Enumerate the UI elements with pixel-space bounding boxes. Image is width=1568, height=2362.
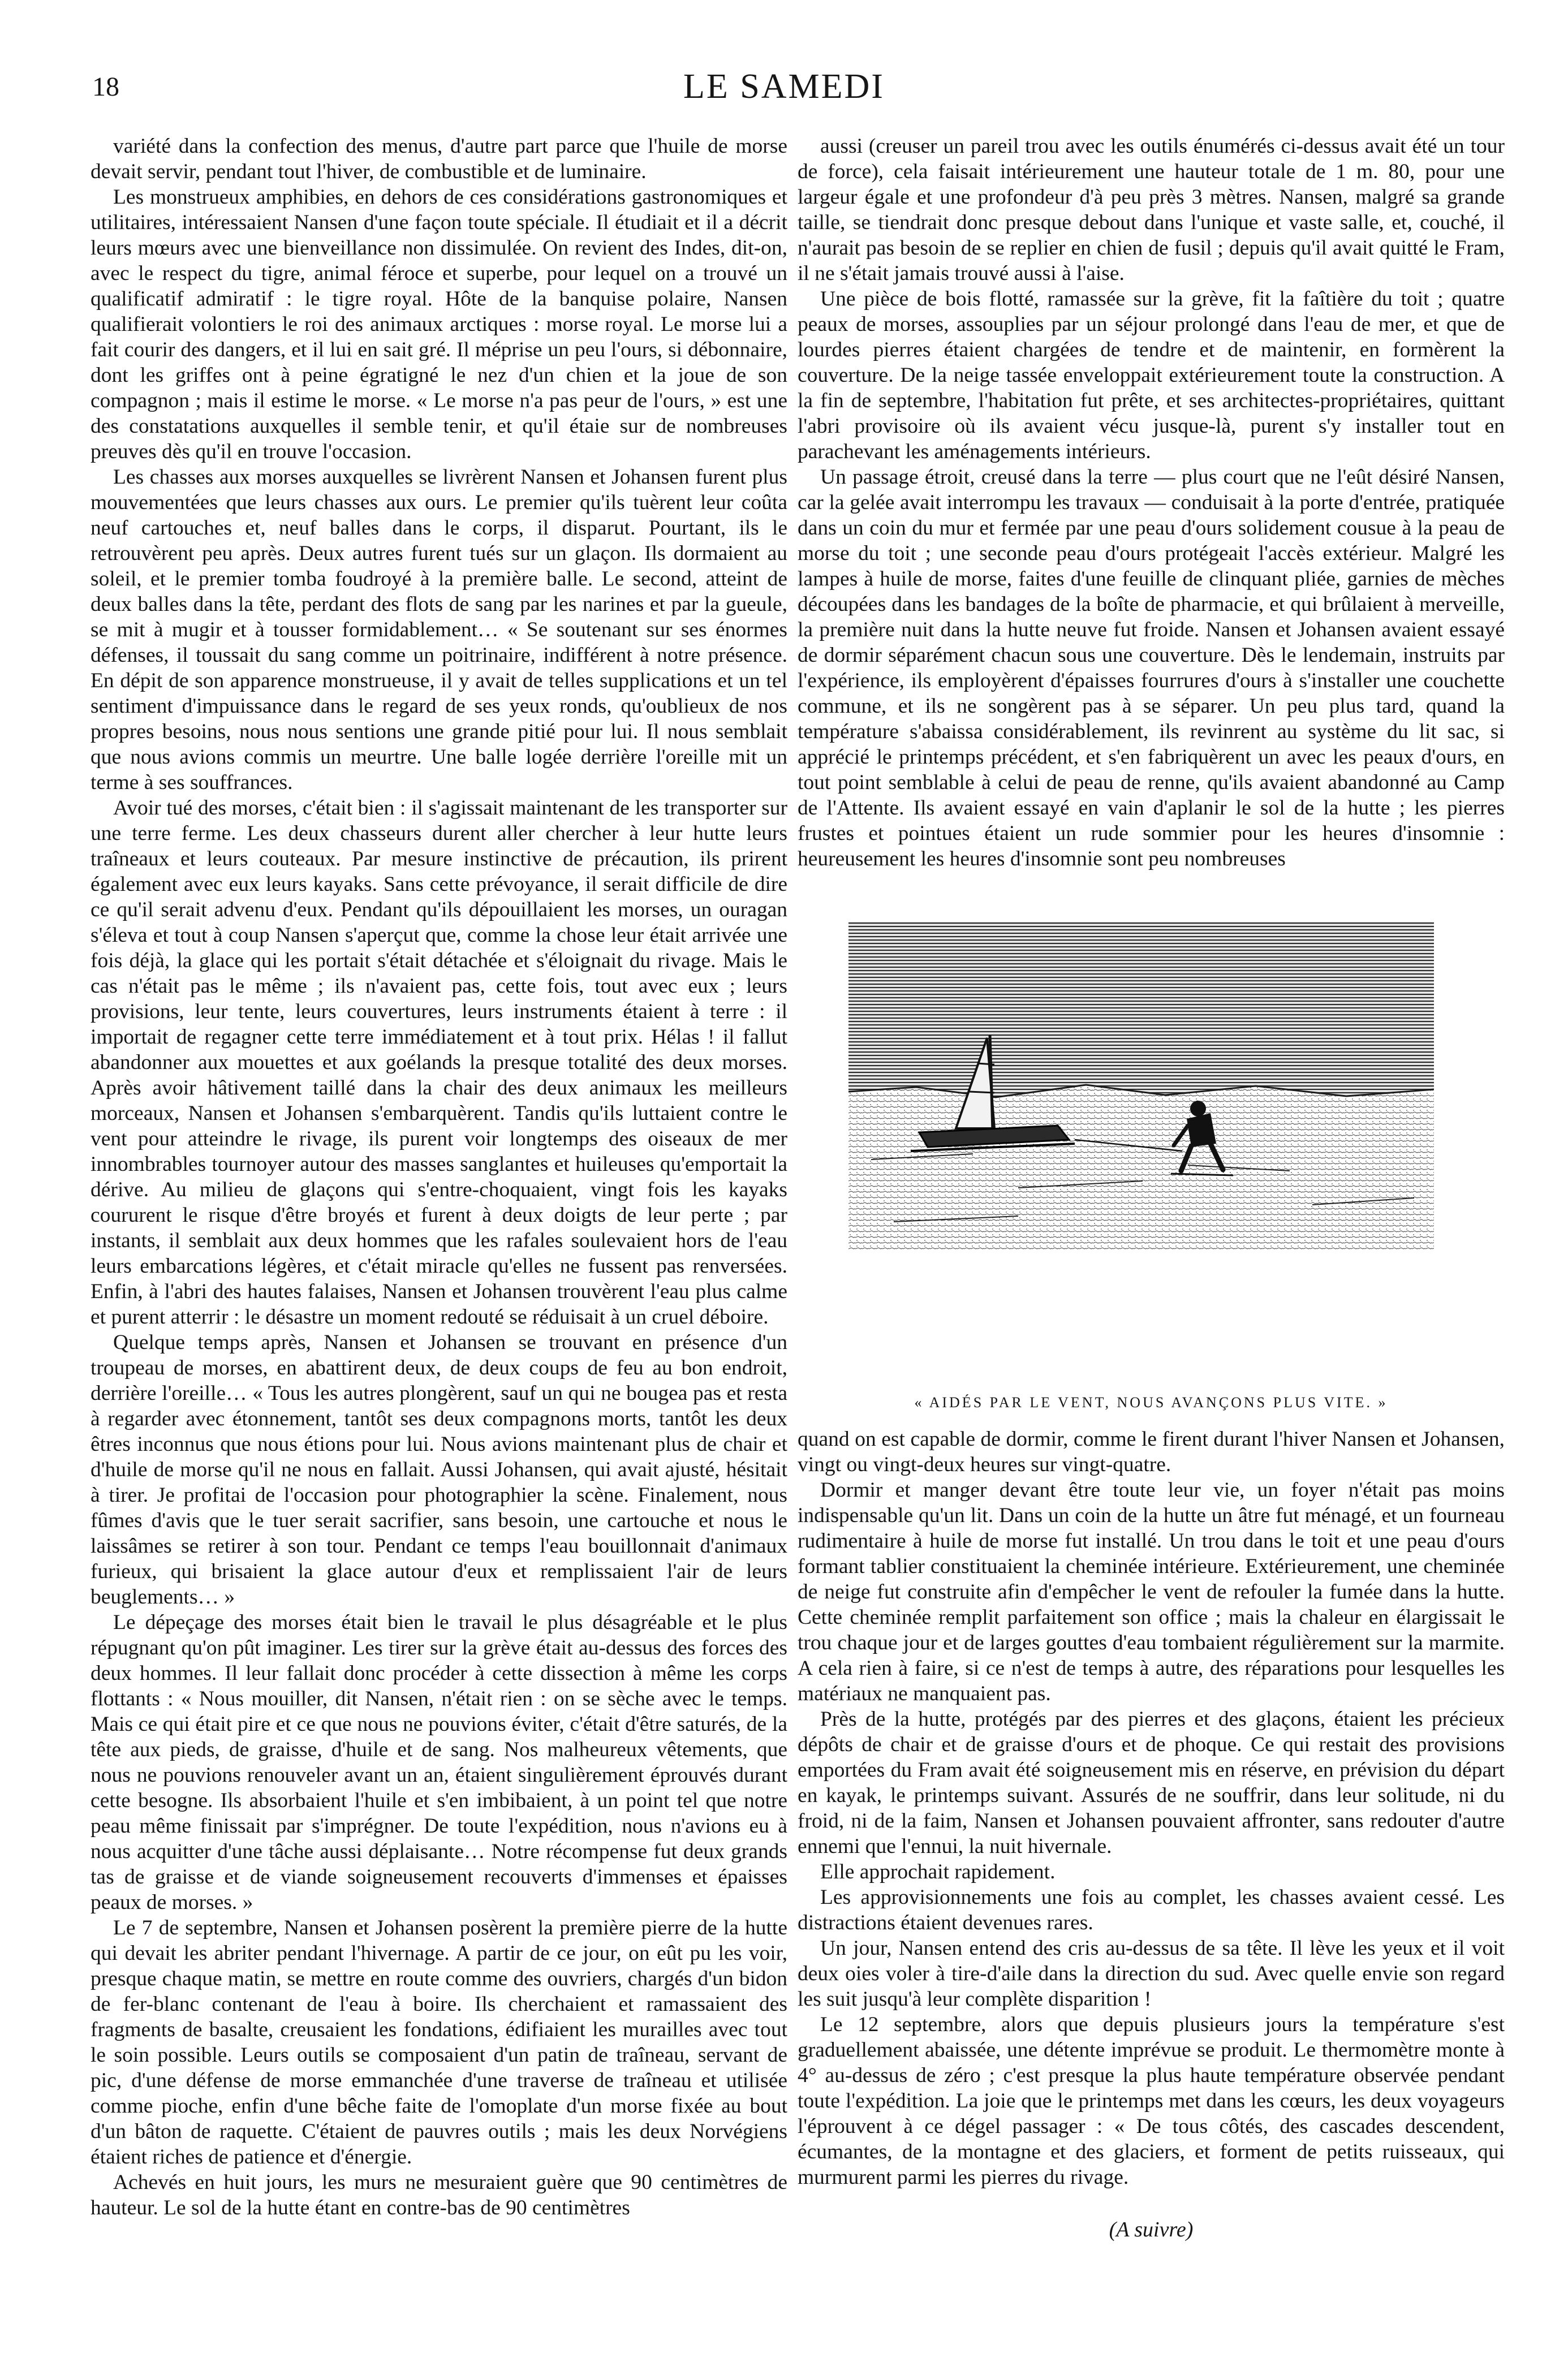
page-number: 18 [92,72,119,102]
paragraph: Une pièce de bois flotté, ramassée sur la grève, fit la faîtière du toit ; quatre peaux de morses, assouplies par un séjour prolongé dans l'eau de mer, et que de lourdes pierres étaient chargées de tendre et de maintenir, en formèrent la couverture. De la neige tassée enveloppait extérieurement toute la construction. A la fin de septembre, l'habitation fut prête, et ses architectes-propriétaires, quittant l'abri provisoire où ils avaient vécu jusque-là, purent s'y installer tout en parachevant les aménagements intérieurs. [798,287,1505,463]
paragraph: Elle approchait rapidement. [820,1860,1056,1883]
paragraph: Un jour, Nansen entend des cris au-dessus de sa tête. Il lève les yeux et il voit deux oies voler à tire-d'aile dans la direction du sud. Avec quelle envie son regard les suit jusqu'à leur complète disparition ! [798,1937,1505,2011]
paragraph: quand on est capable de dormir, comme le firent durant l'hiver Nansen et Johansen, vingt ou vingt-deux heures sur vingt-quatre. [798,1428,1505,1476]
paragraph: Achevés en huit jours, les murs ne mesuraient guère que 90 centimètres de hauteur. Le sol de la hutte étant en contre-bas de 90 centimètres [91,2171,787,2219]
sledge-sail-engraving [848,922,1434,1250]
illustration-caption: « AIDÉS PAR LE VENT, NOUS AVANÇONS PLUS VITE. » [914,1394,1388,1411]
engraving-illustration [848,922,1434,1250]
paragraph: variété dans la confection des menus, d'autre part parce que l'huile de morse devait servir, pendant tout l'hiver, de combustible et de luminaire. [91,135,787,183]
paragraph: Quelque temps après, Nansen et Johansen se trouvant en présence d'un troupeau de morses, en abattirent deux, de deux coups de feu au bon endroit, derrière l'oreille… « Tous les autres plongèrent, sauf un qui ne bougea pas et resta à regarder avec étonnement, tantôt ses deux compagnons morts, tantôt les deux êtres inconnus que nous étions pour lui. Nous avions maintenant plus de chair et d'huile de morse qu'il ne nous en fallait. Aussi Johansen, qui avait ajusté, hésitait à tirer. Je profitai de l'occasion pour photographier la scène. Finalement, nous fûmes d'avis que le tuer serait sacrifier, sans besoin, une cartouche et nous le laissâmes se retirer à son tour. Pendant ce temps l'eau bouillonnait d'animaux furieux, qui brisaient la glace autour d'eux et remplissaient l'air de leurs beuglements… » [91,1331,787,1609]
left-column [91,133,787,2243]
paragraph: Avoir tué des morses, c'était bien : il s'agissait maintenant de les transporter sur une terre ferme. Les deux chasseurs durent aller chercher à leur hutte leurs traîneaux et leurs couteaux. Par mesure instinctive de précaution, ils prirent également avec eux leurs kayaks. Sans cette prévoyance, il serait difficile de dire ce qu'il serait advenu d'eux. Pendant qu'ils dépouillaient les morses, un ouragan s'éleva et tout à coup Nansen s'aperçut que, comme la chose leur était arrivée une fois déjà, la glace qui les portait s'était détachée et s'éloignait du rivage. Mais le cas n'était pas le même ; ils n'avaient pas, cette fois, tout avec eux ; leurs provisions, leur tente, leurs couvertures, leurs instruments étaient à terre : il importait de regagner cette terre immédiatement et à tout prix. Hélas ! il fallut abandonner aux mouettes et aux goélands la presque totalité des deux morses. Après avoir hâtivement taillé dans la chair des deux animaux les meilleurs morceaux, Nansen et Johansen s'embarquèrent. Tandis qu'ils luttaient contre le vent pour atteindre le rivage, ils purent voir longtemps des oiseaux de mer innombrables tournoyer autour des masses sanglantes et huileuses qu'emportait la dérive. Au milieu de glaçons qui s'entre-choquaient, vingt fois les kayaks coururent le risque d'être broyés et furent à deux doigts de leur perte ; par instants, il semblait aux deux hommes que les rafales soulevaient hors de l'eau leurs embarcations légères, et c'était miracle qu'elles ne fussent pas renversées. Enfin, à l'abri des hautes falaises, Nansen et Johansen trouvèrent l'eau plus calme et purent atterrir : le désastre un moment redouté se réduisait à un cruel déboire. [91,796,787,1329]
running-title: LE SAMEDI [683,67,885,106]
paragraph: Dormir et manger devant être toute leur vie, un foyer n'était pas moins indispensable qu'un lit. Dans un coin de la hutte un âtre fut ménagé, et un fourneau rudimentaire à huile de morse fut installé. Un trou dans le toit et une peau d'ours formant tablier constituaient la cheminée intérieure. Extérieurement, une cheminée de neige fut construite afin d'empêcher le vent de refouler la fumée dans la hutte. Cette cheminée remplit parfaitement son office ; mais la chaleur en élargissait le trou chaque jour et de larges gouttes d'eau tombaient régulièrement sur la marmite. A cela rien à faire, si ce n'est de temps à autre, des réparations pour lesquelles les matériaux ne manquaient pas. [798,1479,1505,1705]
paragraph: Les approvisionnements une fois au complet, les chasses avaient cessé. Les distractions étaient devenues rares. [798,1886,1505,1934]
paragraph: Près de la hutte, protégés par des pierres et des glaçons, étaient les précieux dépôts de chair et de graisse d'ours et de phoque. Ce qui restait des provisions emportées du Fram avait été soigneusement mis en réserve, en prévision du départ en kayak, le printemps suivant. Assurés de ne souffrir, dans leur solitude, ni du froid, ni de la faim, Nansen et Johansen pouvaient affronter, sans redouter d'autre ennemi que l'ennui, la nuit hivernale. [798,1708,1505,1858]
stormy-sky [848,922,1434,1109]
paragraph: Le 7 de septembre, Nansen et Johansen posèrent la première pierre de la hutte qui devait les abriter pendant l'hivernage. A partir de ce jour, on eût pu les voir, presque chaque matin, se mettre en route comme des ouvriers, chargés d'un bidon de fer-blanc contenant de l'eau à boire. Ils cherchaient et ramassaient des fragments de basalte, creusaient les fondations, édifiaient les murailles avec tout le soin possible. Leurs outils se composaient d'un patin de traîneau, servant de pic, d'une défense de morse emmanchée d'une traverse de traîneau et utilisée comme pioche, enfin d'une bêche faite de l'omoplate d'un morse fixée au bout d'un bâton de raquette. C'étaient de pauvres outils ; mais les deux Norvégiens étaient riches de patience et d'énergie. [91,1916,787,2169]
paragraph: aussi (creuser un pareil trou avec les outils énumérés ci-dessus avait été un tour de force), cela faisait intérieurement une hauteur totale de 1 m. 80, pour une largeur égale et une profondeur d'à peu près 3 mètres. Nansen, malgré sa grande taille, se tiendrait donc presque debout dans l'unique et vaste salle, et, couché, il n'aurait pas besoin de se replier en chien de fusil ; depuis qu'il avait quitté le Fram, il ne s'était jamais trouvé aussi à l'aise. [798,135,1505,285]
right-column-bottom [798,1426,1505,2218]
paragraph: Les monstrueux amphibies, en dehors de ces considérations gastronomiques et utilitaires, intéressaient Nansen d'une façon toute spéciale. Il étudiait et il a décrit leurs mœurs avec une bienveillance non dissimulée. On revient des Indes, dit-on, avec le respect du tigre, animal féroce et superbe, pour lequel on a trouvé un qualificatif admiratif : le tigre royal. Hôte de la banquise polaire, Nansen qualifierait volontiers le roi des animaux arctiques : morse royal. Le morse lui a fait courir des dangers, et il lui en sait gré. Il méprise un peu l'ours, si débonnaire, dont les griffes ont à peine égratigné le nez d'un chien et la joue de son compagnon ; mais il estime le morse. « Le morse n'a pas peur de l'ours, » est une des constatations auxquelles il semble tenir, et qu'il étaie sur de nombreuses preuves dès qu'il en trouve l'occasion. [91,186,787,463]
paragraph: Les chasses aux morses auxquelles se livrèrent Nansen et Johansen furent plus mouvementées que leurs chasses aux ours. Le premier qu'ils tuèrent leur coûta neuf cartouches et, neuf balles dans le corps, il disparut. Pourtant, ils le retrouvèrent peu après. Deux autres furent tués sur un glaçon. Ils dormaient au soleil, et le premier tomba foudroyé à la première balle. Le second, atteint de deux balles dans la tête, perdant des flots de sang par les narines et par la gueule, se mit à mugir et à tousser formidablement… « Se soutenant sur ses énormes défenses, il toussait du sang comme un poitrinaire, indifférent à notre présence. En dépit de son apparence monstrueuse, il y avait de telles supplications et un tel sentiment d'impuissance dans le regard de ses yeux ronds, qu'oublieux de nos propres besoins, nous nous sentions une grande pitié pour lui. Il nous semblait que nous avions commis un meurtre. Une balle logée derrière l'oreille mit un terme à ses souffrances. [91,465,787,794]
ice-field [848,1085,1434,1250]
paragraph: Un passage étroit, creusé dans la terre — plus court que ne l'eût désiré Nansen, car la gelée avait interrompu les travaux — conduisait à la porte d'entrée, pratiquée dans un coin du mur et fermée par une peau d'ours solidement cousue à la peau de morse du toit ; une seconde peau d'ours protégeait l'accès extérieur. Malgré les lampes à huile de morse, faites d'une feuille de clinquant pliée, garnies de mèches découpées dans les bandages de la boîte de pharmacie, et qui brûlaient à merveille, la première nuit dans la hutte neuve fut froide. Nansen et Johansen avaient essayé de dormir séparément chacun sous une couverture. Dès le lendemain, instruits par l'expérience, ils employèrent d'épaisses fourrures d'ours à s'installer une couchette commune, et ils ne songèrent pas à se séparer. Un peu plus tard, quand la température s'abaissa considérablement, ils revinrent au système du lit sac, si apprécié le printemps précédent, et s'en fabriquèrent un avec les peaux d'ours, en tout point semblable à celui de peau de renne, qu'ils avaient abandonné au Camp de l'Attente. Ils avaient essayé en vain d'aplanir le sol de la hutte ; les pierres frustes et pointues étaient un rude sommier pour les heures d'insomnie : heureusement les heures d'insomnie sont peu nombreuses [798,465,1505,870]
to-be-continued: (A suivre) [1109,2218,1194,2242]
paragraph: Le 12 septembre, alors que depuis plusieurs jours la température s'est graduellement abaissée, une détente imprévue se produit. Le thermomètre monte à 4° au-dessus de zéro ; c'est presque la plus haute température observée pendant toute l'expédition. La joie que le printemps met dans les cœurs, les deux voyageurs l'éprouvent à ce dégel passager : « De tous côtés, des cascades descendent, écumantes, de la montagne et des glaciers, et forment de petits ruisseaux, qui murmurent parmi les pierres du rivage. [798,2013,1505,2189]
paragraph: Le dépeçage des morses était bien le travail le plus désagréable et le plus répugnant qu'on pût imaginer. Les tirer sur la grève était au-dessus des forces des deux hommes. Il leur fallait donc procéder à cette dissection à même les corps flottants : « Nous mouiller, dit Nansen, n'était rien : on se sèche avec le temps. Mais ce qui était pire et ce que nous ne pouvions éviter, c'était d'être saturés, de la tête aux pieds, de graisse, d'huile et de sang. Nos malheureux vêtements, que nous ne pouvions renouveler avant un an, étaient singulièrement éprouvés durant cette besogne. Ils absorbaient l'huile et s'en imbibaient, à un point tel que notre peau même finissait par s'imprégner. De toute l'expédition, nous n'avions eu à nous acquitter d'une tâche aussi déplaisante… Notre récompense fut deux grands tas de graisse et de viande soigneusement recouverts d'immenses et épaisses peaux de morses. » [91,1611,787,1914]
